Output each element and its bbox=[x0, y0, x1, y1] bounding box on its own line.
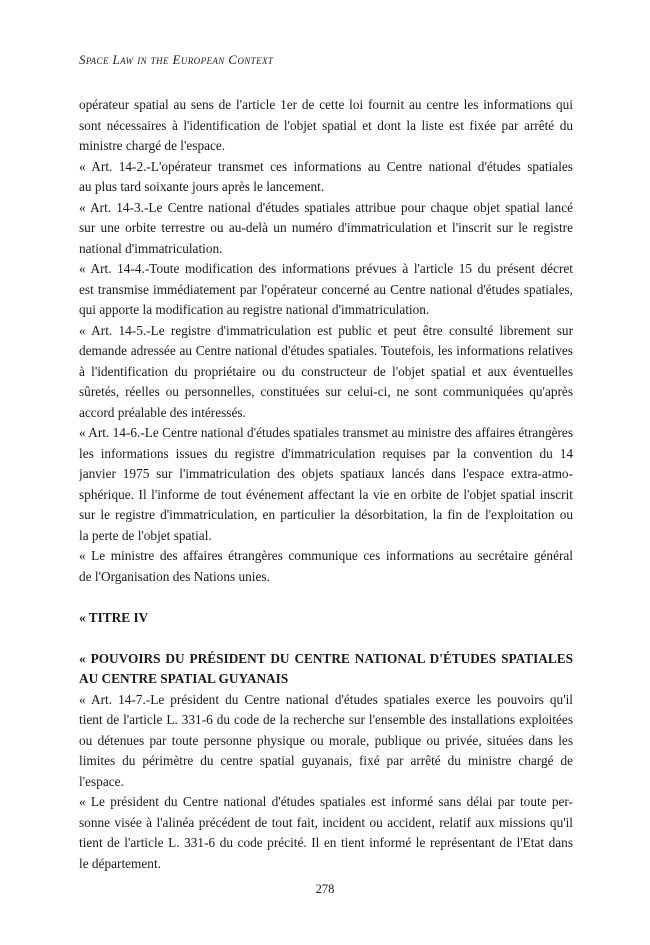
text-line: est transmise immédiatement par l'opérateur concerné au Centre national d'études spatiales, bbox=[79, 281, 573, 297]
spacer bbox=[79, 587, 573, 608]
text-line: au plus tard soixante jours après le lancement. bbox=[79, 179, 325, 194]
text-line: « Art. 14-3.-Le Centre national d'études spatiales attribue pour chaque objet spatial lancé bbox=[79, 199, 573, 215]
section-heading bbox=[79, 649, 573, 690]
text-line: « Art. 14-2.-L'opérateur transmet ces informations au Centre national d'études spatiales bbox=[79, 158, 573, 174]
paragraphs-after bbox=[79, 690, 573, 875]
text-line: sonne visée à l'alinéa précédent de tout fait, incident ou accident, relatif aux missions qu'il bbox=[79, 814, 573, 830]
text-line: janvier 1975 sur l'immatriculation des objets spatiaux lancés dans l'espace extra-atmo- bbox=[79, 466, 573, 481]
spacer bbox=[79, 628, 573, 649]
text-line: sphérique. Il l'informe de tout événement affectant la vie en orbite de l'objet spatial inscrit bbox=[79, 486, 573, 502]
text-line: le département. bbox=[79, 855, 161, 871]
text-line: sur le registre d'immatriculation, en particulier la désorbitation, la fin de l'exploitation ou bbox=[79, 507, 573, 522]
text-line: l'espace. bbox=[79, 773, 124, 789]
text-line: qui apporte la modification au registre national d'immatriculation. bbox=[79, 302, 430, 317]
text-line: limites du périmètre du centre spatial guyanais, fixé par arrêté du ministre chargé de bbox=[79, 753, 573, 768]
text-line: ministre chargé de l'espace. bbox=[79, 138, 226, 153]
text-line: à l'identification du propriétaire ou du constructeur de l'objet spatial et aux éventuelles bbox=[79, 363, 573, 379]
text-line: ou détenues par toute personne physique ou morale, publique ou privée, situées dans les bbox=[79, 732, 573, 748]
text-line: national d'immatriculation. bbox=[79, 240, 223, 256]
text-line: accord préalable des intéressés. bbox=[79, 404, 246, 420]
text-line: la perte de l'objet spatial. bbox=[79, 527, 212, 543]
body-text bbox=[79, 95, 573, 874]
text-line: « Art. 14-6.-Le Centre national d'études spatiales transmet au ministre des affaires étrangères bbox=[79, 425, 573, 440]
text-line: « Le ministre des affaires étrangères communique ces informations au secrétaire général bbox=[79, 548, 573, 563]
text-line: sur une orbite terrestre ou au-delà un numéro d'immatriculation et l'inscrit sur le registre bbox=[79, 220, 573, 235]
text-line: tient de l'article L. 331-6 du code de la recherche sur l'ensemble des installations exploitées bbox=[79, 712, 573, 727]
text-line: « Le président du Centre national d'études spatiales est informé sans délai par toute per- bbox=[79, 794, 573, 809]
text-line: sûretés, réelles ou personnelles, constituées sur celui-ci, ne sont communiquées qu'après bbox=[79, 384, 573, 399]
paragraphs-before bbox=[79, 95, 573, 587]
text-line: opérateur spatial au sens de l'article 1er de cette loi fournit au centre les informations qui bbox=[79, 97, 573, 112]
text-line: « POUVOIRS DU PRÉSIDENT DU CENTRE NATIONAL D'ÉTUDES SPATIALES bbox=[79, 650, 573, 666]
text-line: « Art. 14-7.-Le président du Centre national d'études spatiales exerce les pouvoirs qu'il bbox=[79, 691, 573, 707]
text-line: « Art. 14-5.-Le registre d'immatriculation est public et peut être consulté librement sur bbox=[79, 322, 573, 338]
text-line: AU CENTRE SPATIAL GUYANAIS bbox=[79, 671, 289, 686]
titre-heading: « TITRE IV bbox=[79, 609, 149, 625]
text-line: sont nécessaires à l'identification de l'objet spatial et dont la liste est fixée par arrêté du bbox=[79, 117, 573, 133]
text-line: de l'Organisation des Nations unies. bbox=[79, 568, 270, 584]
text-line: « Art. 14-4.-Toute modification des informations prévues à l'article 15 du présent décret bbox=[79, 261, 573, 276]
text-line: tient de l'article L. 331-6 du code précité. Il en tient informé le représentant de l'Etat dans bbox=[79, 835, 573, 850]
running-head: Space Law in the European Context bbox=[79, 52, 274, 67]
text-line: demande adressée au Centre national d'études spatiales. Toutefois, les informations relatives bbox=[79, 343, 573, 358]
text-line: les informations issues du registre d'immatriculation requises par la convention du 14 bbox=[79, 445, 573, 461]
page-number: 278 bbox=[315, 882, 335, 896]
